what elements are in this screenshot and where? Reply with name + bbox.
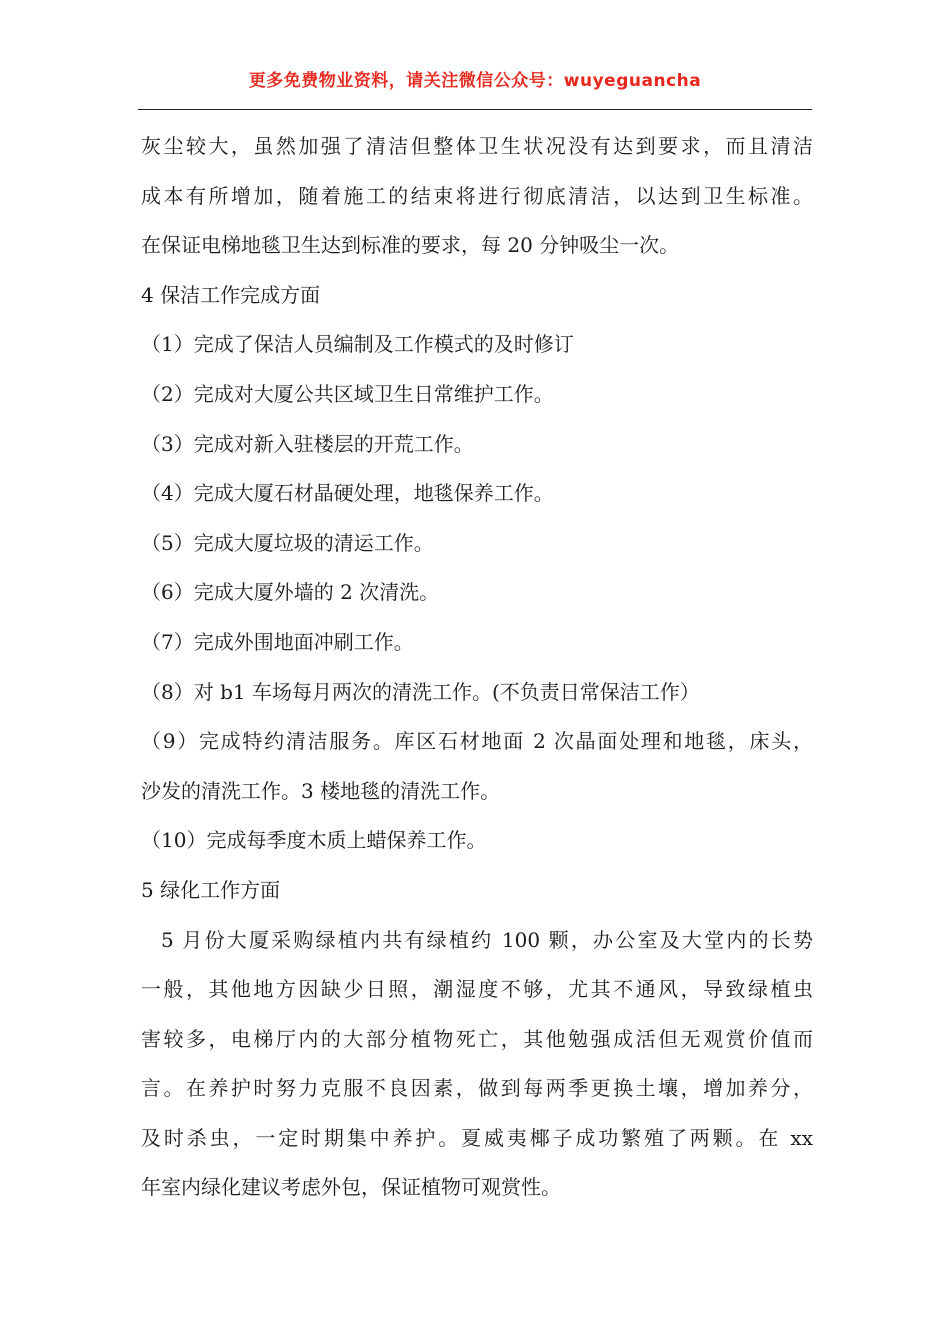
paragraph-line: 言。在养护时努力克服不良因素，做到每两季更换土壤，增加养分， — [141, 1076, 813, 1101]
paragraph-line: 在保证电梯地毯卫生达到标准的要求，每 20 分钟吸尘一次。 — [141, 233, 680, 258]
paragraph-line: 成本有所增加，随着施工的结束将进行彻底清洁，以达到卫生标准。 — [141, 183, 813, 208]
paragraph-line: 害较多，电梯厅内的大部分植物死亡，其他勉强成活但无观赏价值而 — [141, 1026, 813, 1051]
list-item-continuation: 沙发的清洗工作。3 楼地毯的清洗工作。 — [141, 778, 501, 803]
list-item: （5）完成大厦垃圾的清运工作。 — [141, 530, 434, 555]
list-item: （6）完成大厦外墙的 2 次清洗。 — [141, 580, 440, 605]
list-item: （8）对 b1 车场每月两次的清洗工作。(不负责日常保洁工作） — [141, 679, 700, 704]
paragraph-line: 5 月份大厦采购绿植内共有绿植约 100 颗，办公室及大堂内的长势 — [161, 927, 813, 952]
list-item: （4）完成大厦石材晶硬处理，地毯保养工作。 — [141, 481, 554, 506]
header-divider — [138, 109, 812, 110]
paragraph-line: 及时杀虫，一定时期集中养护。夏威夷椰子成功繁殖了两颗。在 xx — [141, 1125, 813, 1150]
list-item: （10）完成每季度木质上蜡保养工作。 — [141, 828, 487, 853]
list-item: （3）完成对新入驻楼层的开荒工作。 — [141, 431, 474, 456]
list-item: （2）完成对大厦公共区域卫生日常维护工作。 — [141, 381, 554, 406]
section-heading-5: 5 绿化工作方面 — [141, 877, 281, 902]
list-item: （7）完成外围地面冲刷工作。 — [141, 629, 414, 654]
paragraph-line: 灰尘较大，虽然加强了清洁但整体卫生状况没有达到要求，而且清洁 — [141, 134, 813, 158]
list-item: （1）完成了保洁人员编制及工作模式的及时修订 — [141, 332, 574, 357]
section-heading-4: 4 保洁工作完成方面 — [141, 282, 321, 307]
list-item: （9）完成特约清洁服务。库区石材地面 2 次晶面处理和地毯，床头， — [141, 729, 813, 754]
document-body — [141, 122, 813, 1213]
paragraph-line: 一般，其他地方因缺少日照，潮湿度不够，尤其不通风，导致绿植虫 — [141, 977, 813, 1002]
header-watermark: 更多免费物业资料，请关注微信公众号：wuyeguancha — [248, 71, 702, 91]
paragraph-line: 年室内绿化建议考虑外包，保证植物可观赏性。 — [141, 1175, 561, 1200]
